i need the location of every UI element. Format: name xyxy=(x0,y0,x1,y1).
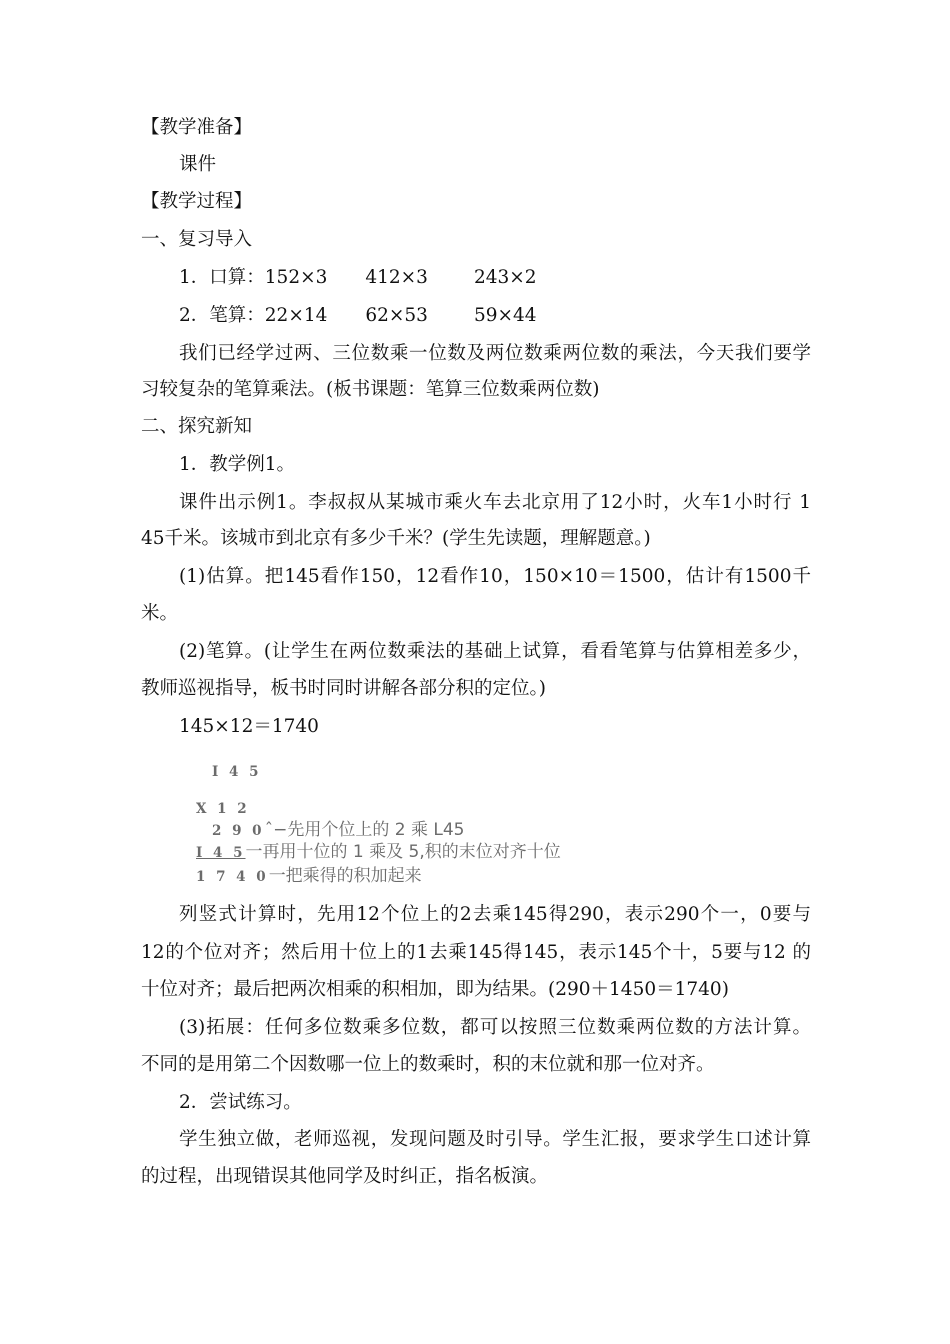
teaching-process-heading: 【教学过程】 xyxy=(141,191,253,212)
example-heading: 1．教学例1。 xyxy=(179,454,296,475)
teaching-prep-heading: 【教学准备】 xyxy=(141,117,253,138)
extension-line-1: (3)拓展：任何多位数乘多位数，都可以按照三位数乘两位数的方法计算。 xyxy=(179,1017,811,1038)
oral-item: 412×3 xyxy=(365,267,428,288)
written-item: 22×14 xyxy=(264,305,328,326)
written-method-line-1: (2)笔算。(让学生在两位数乘法的基础上试算，看看笔算与估算相差多少， xyxy=(179,641,811,662)
practice-line-1: 学生独立做，老师巡视，发现问题及时引导。学生汇报，要求学生口述计算 xyxy=(179,1129,811,1150)
explanation-line-1: 列竖式计算时，先用12个位上的2去乘145得290，表示290个一，0要与 xyxy=(179,904,812,925)
written-calculation-line xyxy=(179,303,537,329)
oral-label: 1．口算： xyxy=(179,267,265,288)
practice-heading: 2．尝试练习。 xyxy=(179,1092,302,1113)
estimate-line-1: (1)估算。把145看作150，12看作10，150×10＝1500，估计有1500千 xyxy=(179,566,811,587)
part2-heading: 二、探究新知 xyxy=(141,416,253,437)
teaching-prep-item: 课件 xyxy=(179,154,217,175)
explanation-line-3: 十位对齐；最后把两次相乘的积相加，即为结果。(290＋1450＝1740) xyxy=(141,979,729,1000)
estimate-line-2: 米。 xyxy=(141,603,179,624)
written-item: 62×53 xyxy=(365,305,428,326)
part1-heading: 一、复习导入 xyxy=(141,229,253,250)
example-line-2: 45千米。该城市到北京有多少千米？(学生先读题，理解题意。) xyxy=(141,528,651,549)
written-method-line-2: 教师巡视指导，板书时同时讲解各部分积的定位。) xyxy=(141,678,546,699)
written-item: 59×44 xyxy=(473,305,537,326)
vertical-calc-line-4: I 4 5一再用十位的 1 乘及 5,积的末位对齐十位 xyxy=(196,842,561,862)
vertical-calc-note-1: ˆ−先用个位上的 2 乘 L45 xyxy=(264,820,465,840)
vertical-calc-note-2: 一再用十位的 1 乘及 5,积的末位对齐十位 xyxy=(245,842,561,862)
vertical-calc-line-1: I 4 5 xyxy=(212,764,262,780)
example-line-1: 课件出示例1。李叔叔从某城市乘火车去北京用了12小时，火车1小时行 1 xyxy=(179,492,811,513)
vertical-calc-line-5: 1 7 4 0一把乘得的积加起来 xyxy=(196,866,422,886)
equation: 145×12＝1740 xyxy=(179,716,319,737)
vertical-calc-note-3: 一把乘得的积加起来 xyxy=(268,866,422,886)
oral-item: 243×2 xyxy=(473,267,537,288)
vertical-calc-line-3: 2 9 0ˆ−先用个位上的 2 乘 L45 xyxy=(212,820,465,840)
vertical-calc-line-2: X 1 2 xyxy=(196,801,250,817)
extension-line-2: 不同的是用第二个因数哪一位上的数乘时，积的末位就和那一位对齐。 xyxy=(141,1054,715,1075)
practice-line-2: 的过程，出现错误其他同学及时纠正，指名板演。 xyxy=(141,1166,549,1187)
oral-calculation-line xyxy=(179,265,537,291)
oral-item: 152×3 xyxy=(264,267,328,288)
intro-line-1: 我们已经学过两、三位数乘一位数及两位数乘两位数的乘法，今天我们要学 xyxy=(179,343,811,364)
explanation-line-2: 12的个位对齐；然后用十位上的1去乘145得145，表示145个十，5要与12 的 xyxy=(141,942,811,963)
intro-line-2: 习较复杂的笔算乘法。(板书课题：笔算三位数乘两位数) xyxy=(141,379,600,400)
written-label: 2．笔算： xyxy=(179,305,265,326)
